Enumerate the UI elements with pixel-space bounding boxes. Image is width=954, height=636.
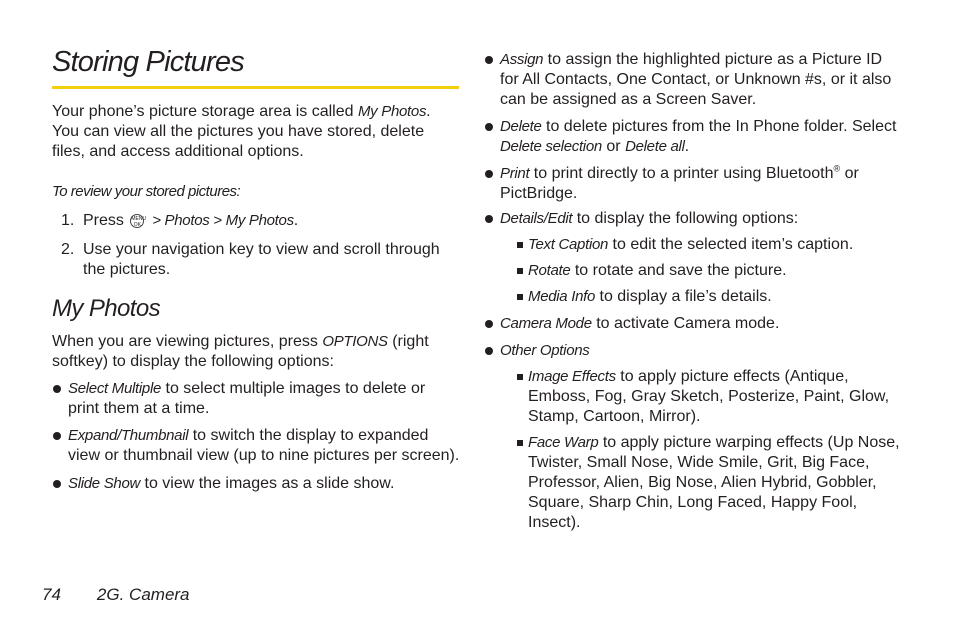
- intro-paragraph: [52, 102, 460, 162]
- list-item-delete: [484, 117, 904, 157]
- list-item: [52, 426, 460, 466]
- option-term: Camera Mode: [500, 315, 592, 332]
- option-text: .: [684, 138, 690, 155]
- sub-list-item: [500, 433, 904, 533]
- page-footer: [42, 584, 226, 606]
- list-item-camera-mode: [484, 314, 904, 334]
- option-term: Other Options: [500, 342, 590, 359]
- sub-option-term: Text Caption: [528, 236, 609, 253]
- sub-list-item: [500, 261, 904, 281]
- step-1-path: > Photos > My Photos: [148, 212, 294, 229]
- delete-selection-term: Delete selection: [500, 138, 602, 155]
- my-photos-intro: [52, 332, 460, 372]
- option-text: or PictBridge.: [500, 165, 859, 202]
- option-text: or: [601, 138, 626, 155]
- page-number: 74: [42, 585, 61, 604]
- title-underline: [52, 86, 459, 89]
- my-photos-intro-b: (right softkey) to display the following options:: [52, 333, 429, 370]
- option-text: to switch the display to expanded view or thumbnail view (up to nine pictures per screen).: [68, 427, 460, 464]
- option-term: Print: [500, 165, 530, 182]
- list-item-assign: [484, 50, 904, 110]
- list-item-other-options: [484, 341, 904, 533]
- step-2: [52, 240, 460, 280]
- step-2-text: Use your navigation key to view and scroll through the pictures.: [83, 241, 440, 278]
- option-term: Select Multiple: [68, 380, 162, 397]
- right-options-list: [484, 50, 904, 533]
- steps-list: [52, 211, 460, 280]
- step-1-end: .: [293, 212, 299, 229]
- option-text: to display the following options:: [572, 210, 799, 227]
- list-item: [52, 474, 460, 494]
- option-text: to print directly to a printer using Bluetooth: [529, 165, 834, 182]
- step-1: [52, 211, 460, 231]
- option-term: Details/Edit: [500, 210, 573, 227]
- page-title: Storing Pictures: [52, 46, 244, 78]
- sub-option-term: Face Warp: [528, 434, 599, 451]
- option-text: to activate Camera mode.: [591, 315, 780, 332]
- intro-text-b: . You can view all the pictures you have stored, delete files, and access additional options.: [52, 103, 431, 160]
- sub-list-item: [500, 287, 904, 307]
- option-term: Expand/Thumbnail: [68, 427, 189, 444]
- sub-list-item: [500, 235, 904, 255]
- sub-option-text: to edit the selected item’s caption.: [608, 236, 854, 253]
- step-1-text: Press: [83, 212, 129, 229]
- options-softkey-label: OPTIONS: [322, 333, 388, 350]
- sub-option-text: to display a file’s details.: [595, 288, 772, 305]
- step-1-number: 1.: [61, 212, 75, 229]
- option-term: Delete: [500, 118, 542, 135]
- list-item-print: [484, 164, 904, 204]
- step-2-number: 2.: [61, 241, 75, 258]
- left-options-list: [52, 379, 460, 494]
- review-heading: To review your stored pictures:: [52, 183, 241, 200]
- section-name: 2G. Camera: [96, 585, 190, 604]
- sub-option-text: to apply picture effects (Antique, Emboss, Fog, Gray Sketch, Posterize, Paint, Glow, Stamp, Cartoon, Mirror).: [528, 368, 890, 425]
- option-text: to delete pictures from the In Phone folder. Select: [541, 118, 897, 135]
- sub-option-term: Rotate: [528, 262, 571, 279]
- option-text: to view the images as a slide show.: [140, 475, 395, 492]
- sub-option-term: Media Info: [528, 288, 596, 305]
- registered-mark: ®: [833, 163, 841, 174]
- my-photos-heading: My Photos: [52, 295, 160, 322]
- delete-all-term: Delete all: [625, 138, 685, 155]
- sub-option-text: to rotate and save the picture.: [570, 262, 787, 279]
- sub-list-item: [500, 367, 904, 427]
- my-photos-intro-a: When you are viewing pictures, press: [52, 333, 323, 350]
- sub-option-text: to apply picture warping effects (Up Nose, Twister, Small Nose, Wide Smile, Grit, Big Face, Professor, Alien, Big Nose, Alien Hybrid, Gobbler, Square, Sharp Chin, Long Faced, Happy Fool, Insect).: [528, 434, 900, 531]
- right-column: [484, 50, 904, 540]
- intro-text-a: Your phone’s picture storage area is called: [52, 103, 358, 120]
- intro-term: My Photos: [357, 103, 427, 120]
- option-text: to assign the highlighted picture as a Picture ID for All Contacts, One Contact, or Unknown #s, or it also can be assigned as a Screen Saver.: [500, 51, 892, 108]
- menu-ok-key-icon: MENU OK: [131, 216, 147, 228]
- other-options-sub-list: [500, 367, 904, 533]
- list-item-details-edit: [484, 209, 904, 307]
- option-term: Assign: [500, 51, 544, 68]
- left-column: [52, 44, 460, 501]
- list-item: [52, 379, 460, 419]
- sub-option-term: Image Effects: [528, 368, 616, 385]
- option-term: Slide Show: [68, 475, 141, 492]
- details-sub-list: [500, 235, 904, 307]
- option-text: to select multiple images to delete or print them at a time.: [68, 380, 426, 417]
